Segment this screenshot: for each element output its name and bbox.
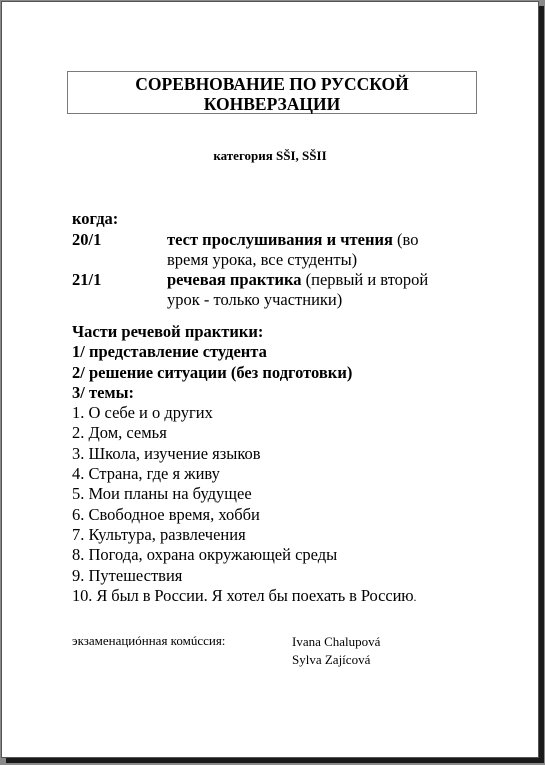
topic-item: 2. Дом, семья: [72, 423, 167, 443]
topic-item: 8. Погода, охрана окружающей среды: [72, 545, 338, 565]
parts-heading: Части речевой практики:: [72, 322, 264, 341]
committee-label: экзаменациóнная комúссия:: [72, 633, 226, 648]
title-line-2: КОНВЕРЗАЦИИ: [203, 94, 341, 114]
title-line-1: СОРЕВНОВАНИЕ ПО РУССКОЙ: [135, 74, 409, 94]
topic-item: 7. Культура, развлечения: [72, 524, 246, 544]
schedule-date: 21/1: [72, 270, 102, 289]
topic-item: 9. Путешествия: [72, 565, 183, 585]
committee-member: Ivana Chalupová: [292, 634, 381, 649]
topic-item: 4. Страна, где я живу: [72, 464, 220, 484]
schedule-note: (первый и второй: [301, 270, 429, 289]
category-text: категория SŠI, SŠII: [213, 148, 327, 163]
topic-item: [72, 586, 416, 607]
schedule-event: речевая практика: [167, 270, 302, 289]
schedule-description: [167, 270, 467, 310]
schedule-note: урок - только участники): [167, 290, 343, 309]
schedule-event: тест прослушивания и чтения: [167, 230, 393, 249]
committee-member: Sylva Zajícová: [292, 652, 371, 667]
schedule-description: [167, 230, 467, 270]
part-item: 3/ темы:: [72, 382, 135, 402]
topic-item: 3. Школа, изучение языков: [72, 443, 261, 463]
topic-item: 6. Свободное время, хобби: [72, 504, 260, 524]
parts-section: [72, 322, 416, 607]
title-box: [67, 71, 477, 114]
when-heading: когда:: [72, 209, 119, 228]
schedule-note: (во: [392, 230, 419, 249]
topic-item: 5. Мои планы на будущее: [72, 484, 252, 504]
topic-text: 10. Я был в России. Я хотел бы поехать в Россию: [72, 585, 414, 605]
topic-item: 1. О себе и о других: [72, 403, 213, 423]
committee-members: [292, 633, 380, 669]
document-page: [1, 1, 539, 758]
part-item: 1/ представление студента: [72, 342, 267, 362]
topic-end: .: [413, 589, 417, 604]
schedule-note: время урока, все студенты): [167, 250, 358, 269]
part-item: 2/ решение ситуации (без подготовки): [72, 362, 353, 382]
schedule-date: 20/1: [72, 230, 102, 249]
